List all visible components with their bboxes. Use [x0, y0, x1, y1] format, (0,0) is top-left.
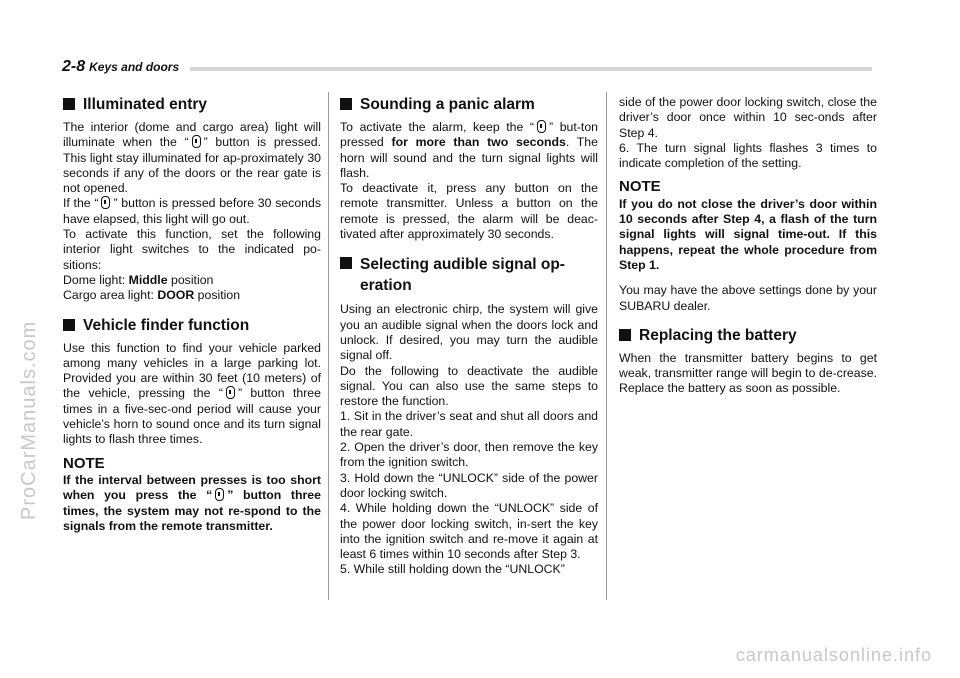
note-heading: NOTE: [63, 454, 105, 472]
header-rule: [190, 67, 872, 71]
bullet-square-icon: [619, 329, 631, 341]
bullet-square-icon: [63, 319, 75, 331]
paragraph: Use this function to find your vehicle parked among many vehicles in a large parking lot. Provided you are within 30 feet (10 meters) of the vehicle, pressing the “ ” button three times in a five-sec-ond period will cause your vehicle’s horn to sound once and its turn signal lights to flash three times.: [63, 340, 321, 447]
section-heading: Sounding a panic alarm: [340, 95, 598, 114]
remote-button-icon: [192, 135, 201, 148]
bullet-square-icon: [340, 257, 352, 269]
remote-button-icon: [537, 120, 546, 133]
note-heading: NOTE: [619, 178, 661, 196]
page-number: 2-8: [62, 58, 86, 75]
page-header: [62, 58, 179, 76]
column-1: [63, 95, 321, 546]
paragraph: If the “ ” button is pressed before 30 seconds have elapsed, this light will go out.: [63, 196, 321, 226]
bullet-square-icon: [340, 98, 352, 110]
remote-button-icon: [215, 488, 224, 501]
section-heading: Replacing the battery: [619, 326, 877, 345]
section-title: Keys and doors: [89, 60, 180, 74]
paragraph: Do the following to deactivate the audible signal. You can also use the same steps to restore the function.: [340, 363, 598, 409]
column-2: [340, 95, 598, 590]
paragraph: Cargo area light: DOOR position: [63, 288, 241, 303]
note-text: If you do not close the driver’s door within 10 seconds after Step 4, a flash of the turn signal lights will signal time-out. If this happens, repeat the whole procedure from Step 1.: [619, 196, 877, 272]
step: 4. While holding down the “UNLOCK” side of the power door locking switch, in-sert the key into the ignition switch and re-move it again at least 6 times within 10 seconds after Step 3.: [340, 501, 598, 562]
remote-button-icon: [226, 386, 235, 399]
paragraph: The interior (dome and cargo area) light will illuminate when the “ ” button is pressed. This light stay illuminated for ap-proximately 30 seconds if any of the doors or the rear gate is not opened.: [63, 120, 322, 196]
section-heading: Selecting audible signal op-eration: [340, 254, 598, 296]
step: 6. The turn signal lights flashes 3 times to indicate completion of the setting.: [619, 140, 877, 171]
column-divider: [328, 92, 329, 600]
section-heading: Illuminated entry: [63, 95, 321, 114]
watermark-bottom: carmanualsonline.info: [735, 645, 932, 665]
watermark-left: ProCarManuals.com: [18, 320, 40, 520]
bullet-square-icon: [63, 98, 75, 110]
paragraph: Using an electronic chirp, the system will give you an audible signal when the doors lock and unlock. If desired, you may turn the audible signal off.: [340, 302, 598, 363]
note-text: If the interval between presses is too short when you press the “ ” button three times, the system may not re-spond to the signals from the remote transmitter.: [63, 472, 321, 533]
step: 5. While still holding down the “UNLOCK”: [340, 562, 565, 577]
paragraph: When the transmitter battery begins to get weak, transmitter range will begin to de-crease. Replace the battery as soon as possible.: [619, 350, 877, 396]
paragraph: side of the power door locking switch, close the driver’s door once within 10 sec-onds after Step 4.: [619, 95, 877, 140]
step: 2. Open the driver’s door, then remove the key from the ignition switch.: [340, 440, 598, 470]
paragraph: To deactivate it, press any button on the remote transmitter. Unless a button on the remote is pressed, the alarm will be deac-tivated after approximately 30 seconds.: [340, 181, 598, 242]
step: 1. Sit in the driver’s seat and shut all doors and the rear gate.: [340, 409, 598, 439]
paragraph: To activate the alarm, keep the “ ” but-ton pressed for more than two seconds. The horn will sound and the turn signal lights will flash.: [340, 120, 599, 180]
paragraph: You may have the above settings done by your SUBARU dealer.: [619, 283, 877, 313]
paragraph: To activate this function, set the following interior light switches to the indicated po-sitions:: [63, 227, 321, 272]
step: 3. Hold down the “UNLOCK” side of the power door locking switch.: [340, 470, 598, 500]
column-divider: [606, 92, 607, 600]
paragraph: Dome light: Middle position: [63, 272, 214, 287]
remote-button-icon: [101, 196, 110, 209]
section-heading: Vehicle finder function: [63, 316, 321, 335]
column-3: [619, 95, 877, 409]
